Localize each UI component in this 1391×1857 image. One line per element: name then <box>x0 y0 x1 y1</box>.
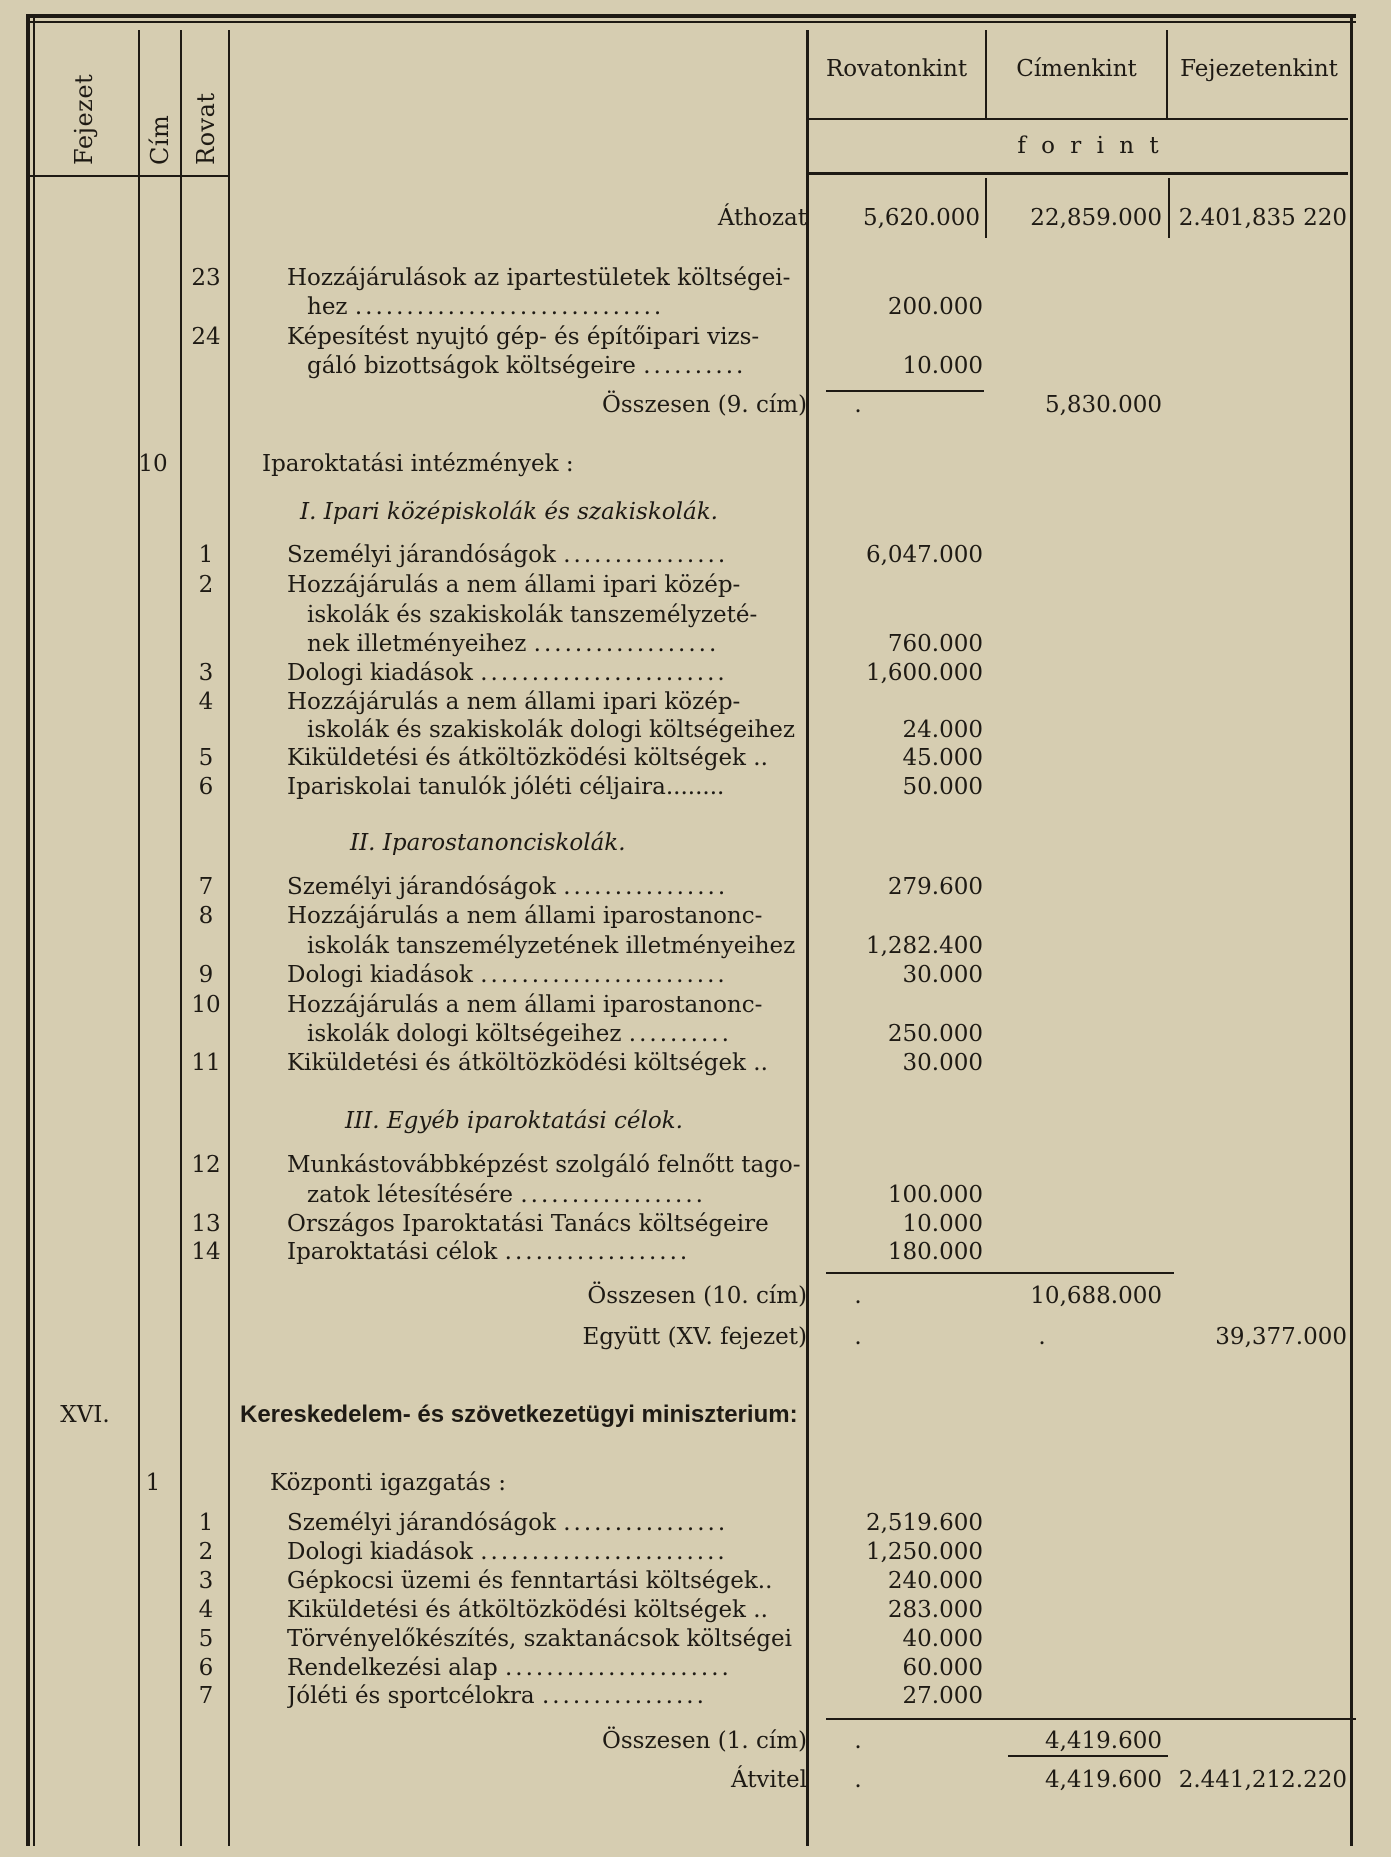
rovat-number: 4 <box>198 1597 214 1623</box>
amount: 30.000 <box>902 962 983 988</box>
rovat-number: 11 <box>191 1050 221 1076</box>
row-m5 <box>0 1624 1391 1654</box>
item-text: Országos Iparoktatási Tanács költségeire <box>287 1211 769 1237</box>
amount: 180.000 <box>887 1239 983 1265</box>
amount: 50.000 <box>902 774 983 800</box>
item-text: Kiküldetési és átköltözködési költségek .. <box>287 1597 768 1623</box>
amount: 2,519.600 <box>865 1510 983 1536</box>
row-j8a <box>0 901 1391 931</box>
rovat-number: 5 <box>198 745 214 771</box>
row-j10a <box>0 990 1391 1020</box>
item-text: Törvényelőkészítés, szaktanácsok költségei <box>287 1626 792 1652</box>
item-label: zatok létesítésére <box>307 1182 514 1208</box>
item-text: Gépkocsi üzemi és fenntartási költségek.. <box>287 1568 773 1594</box>
atvitel-row <box>0 1765 1391 1795</box>
cim-title: Iparoktatási intézmények : <box>262 451 574 477</box>
sum-label: Összesen (10. cím) <box>587 1283 807 1309</box>
rovat-number: 13 <box>191 1211 221 1237</box>
rovat-number: 14 <box>191 1239 221 1265</box>
rovat-number: 3 <box>198 1568 214 1594</box>
rovat-number: 2 <box>198 1539 214 1565</box>
rovat-number: 1 <box>198 542 214 568</box>
sum1-row <box>0 1726 1391 1756</box>
amount: 760.000 <box>887 631 983 657</box>
leader-dots: ........................ <box>480 1539 728 1565</box>
rovat-number: 3 <box>198 660 214 686</box>
cim1-row <box>0 1468 1391 1498</box>
athozat-row <box>0 203 1391 233</box>
row-m7 <box>0 1681 1391 1711</box>
cim-total: 10,688.000 <box>1030 1283 1162 1309</box>
leader-dots: .................. <box>533 631 720 657</box>
athozat-fejezetenkint: 2.401,835 220 <box>1178 205 1347 231</box>
rovat-number: 9 <box>198 962 214 988</box>
section-II <box>0 828 1391 858</box>
amount: 100.000 <box>887 1182 983 1208</box>
item-text <box>287 1237 807 1267</box>
item-text <box>287 1537 807 1567</box>
sum10-rule <box>826 1272 1174 1274</box>
row-i1 <box>0 540 1391 570</box>
item-text <box>287 960 807 990</box>
item-text <box>307 1019 807 1049</box>
amount: 240.000 <box>887 1568 983 1594</box>
sum-label: Összesen (1. cím) <box>602 1728 807 1754</box>
leader-dots: ...................... <box>505 1655 732 1681</box>
item-text: Kiküldetési és átköltözködési költségek .. <box>287 745 768 771</box>
amount: 1,600.000 <box>865 660 983 686</box>
rovat-number: 4 <box>198 689 214 715</box>
section-III <box>0 1106 1391 1136</box>
atvitel-fejezetenkint: 2.441,212.220 <box>1178 1767 1347 1793</box>
leader-dots: .................. <box>504 1239 691 1265</box>
amount: 27.000 <box>902 1683 983 1709</box>
item-label: hez <box>307 294 348 320</box>
row-k14 <box>0 1237 1391 1267</box>
row-23a <box>0 263 1391 293</box>
egyutt-row <box>0 1322 1391 1352</box>
atvitel-label: Átvitel <box>730 1767 807 1793</box>
leader-dots: ................ <box>563 874 729 900</box>
row-k12a <box>0 1150 1391 1180</box>
item-text <box>287 658 807 688</box>
item-text: Képesítést nyujtó gép- és építőipari vizs- <box>287 324 760 350</box>
amount: 10.000 <box>902 1211 983 1237</box>
amount: 6,047.000 <box>865 542 983 568</box>
item-text <box>287 1653 807 1683</box>
empty-dot: . <box>854 392 862 418</box>
amount: 250.000 <box>887 1021 983 1047</box>
item-text <box>287 1508 807 1538</box>
leader-dots: .......... <box>643 353 747 379</box>
item-label: Rendelkezési alap <box>287 1655 498 1681</box>
leader-dots: ................ <box>563 542 729 568</box>
chapter-total-label: Együtt (XV. fejezet) <box>582 1324 807 1350</box>
row-m2 <box>0 1537 1391 1567</box>
row-j7 <box>0 872 1391 902</box>
athozat-label: Áthozat <box>717 205 807 231</box>
amount: 1,250.000 <box>865 1539 983 1565</box>
row-23b <box>0 292 1391 322</box>
header-unit-rule <box>808 118 1348 120</box>
amount: 200.000 <box>887 294 983 320</box>
rovat-number: 7 <box>198 874 214 900</box>
sum9-row <box>0 390 1391 420</box>
item-text <box>307 292 807 322</box>
row-24b <box>0 351 1391 381</box>
rovat-number: 5 <box>198 1626 214 1652</box>
row-i2b <box>0 600 1391 630</box>
item-text <box>307 629 807 659</box>
rovat-number: 10 <box>191 992 221 1018</box>
rovat-number: 1 <box>198 1510 214 1536</box>
section-heading: II. Iparostanonciskolák. <box>350 830 626 856</box>
item-text <box>287 1681 807 1711</box>
item-text: Hozzájárulás a nem állami iparostanonc- <box>287 903 763 929</box>
item-text: Ipariskolai tanulók jóléti céljaira........ <box>287 774 725 800</box>
row-m4 <box>0 1595 1391 1625</box>
cim-number: 1 <box>145 1470 161 1496</box>
item-text: Kiküldetési és átköltözködési költségek .. <box>287 1050 768 1076</box>
rovat-number: 6 <box>198 1655 214 1681</box>
section-heading: III. Egyéb iparoktatási célok. <box>345 1108 683 1134</box>
item-text <box>307 1180 807 1210</box>
row-j11 <box>0 1048 1391 1078</box>
row-j8b <box>0 931 1391 961</box>
sum-label: Összesen (9. cím) <box>602 392 807 418</box>
header-cim: Cím <box>146 114 174 165</box>
item-label: Személyi járandóságok <box>287 1510 556 1536</box>
sum1-rule <box>826 1718 1356 1720</box>
amount: 279.600 <box>887 874 983 900</box>
leader-dots: ................ <box>541 1683 707 1709</box>
amount: 40.000 <box>902 1626 983 1652</box>
row-24a <box>0 322 1391 352</box>
chapter-total: 39,377.000 <box>1215 1324 1347 1350</box>
row-m6 <box>0 1653 1391 1683</box>
empty-dot: . <box>854 1283 862 1309</box>
item-label: Személyi járandóságok <box>287 542 556 568</box>
leader-dots: ................ <box>563 1510 729 1536</box>
item-text: Hozzájárulás a nem állami ipari közép- <box>287 689 741 715</box>
item-label: gáló bizottságok költségeire <box>307 353 636 379</box>
item-text <box>287 872 807 902</box>
item-text: Munkástovábbképzést szolgáló felnőtt tago- <box>287 1152 801 1178</box>
header-unit: f o r i n t <box>1017 133 1163 159</box>
empty-dot: . <box>1038 1324 1046 1350</box>
row-k12b <box>0 1180 1391 1210</box>
cim10-row <box>0 449 1391 479</box>
sum10-row <box>0 1281 1391 1311</box>
item-text <box>307 351 807 381</box>
atvitel-cimenkint: 4,419.600 <box>1044 1767 1162 1793</box>
item-text: Hozzájárulás a nem állami iparostanonc- <box>287 992 763 1018</box>
item-text: iskolák és szakiskolák tanszemélyzeté- <box>307 602 758 628</box>
amount: 24.000 <box>902 717 983 743</box>
cim-number: 10 <box>138 451 168 477</box>
row-m3 <box>0 1566 1391 1596</box>
amount: 1,282.400 <box>865 933 983 959</box>
rovat-number: 24 <box>191 324 221 350</box>
rovat-number: 2 <box>198 572 214 598</box>
amount: 60.000 <box>902 1655 983 1681</box>
header-bottom-rule <box>808 172 1348 175</box>
item-label: Dologi kiadások <box>287 660 473 686</box>
amount: 10.000 <box>902 353 983 379</box>
header-left-rule <box>30 175 228 177</box>
item-text <box>287 540 807 570</box>
header-fejezetenkint: Fejezetenkint <box>1180 56 1338 82</box>
row-j9 <box>0 960 1391 990</box>
rovat-number: 6 <box>198 774 214 800</box>
leader-dots: .................. <box>520 1182 706 1208</box>
row-i2a <box>0 570 1391 600</box>
header-cimenkint: Címenkint <box>1016 56 1137 82</box>
row-j10b <box>0 1019 1391 1049</box>
athozat-rovatonkint: 5,620.000 <box>862 205 980 231</box>
rovat-number: 7 <box>198 1683 214 1709</box>
row-i5 <box>0 743 1391 773</box>
leader-dots: ........................ <box>480 962 728 988</box>
row-i3 <box>0 658 1391 688</box>
cim-total: 5,830.000 <box>1044 392 1162 418</box>
leader-dots: .......... <box>628 1021 732 1047</box>
item-text: Hozzájárulások az ipartestületek költségei- <box>287 265 791 291</box>
row-i2c <box>0 629 1391 659</box>
item-label: Jóléti és sportcélokra <box>287 1683 535 1709</box>
rovat-number: 8 <box>198 903 214 929</box>
item-label: nek illetményeihez <box>307 631 527 657</box>
frame-top <box>26 14 1356 18</box>
empty-dot: . <box>854 1324 862 1350</box>
section-heading: I. Ipari középiskolák és szakiskolák. <box>300 499 718 525</box>
empty-dot: . <box>854 1767 862 1793</box>
item-text: iskolák tanszemélyzetének illetményeihez <box>307 933 796 959</box>
chapter-xvi-row <box>0 1400 1391 1430</box>
header-rovatonkint: Rovatonkint <box>825 56 968 82</box>
row-i6 <box>0 772 1391 802</box>
item-label: Iparoktatási célok <box>287 1239 498 1265</box>
rovat-number: 12 <box>191 1152 221 1178</box>
cim-title: Központi igazgatás : <box>270 1470 506 1496</box>
empty-dot: . <box>854 1728 862 1754</box>
row-k13 <box>0 1209 1391 1239</box>
amount: 45.000 <box>902 745 983 771</box>
amount: 30.000 <box>902 1050 983 1076</box>
rovat-number: 23 <box>191 265 221 291</box>
cim-total: 4,419.600 <box>1044 1728 1162 1754</box>
row-i4a <box>0 687 1391 717</box>
item-label: Dologi kiadások <box>287 962 473 988</box>
item-label: iskolák dologi költségeihez <box>307 1021 622 1047</box>
header-rovat: Rovat <box>192 92 220 165</box>
amount: 283.000 <box>887 1597 983 1623</box>
item-label: Dologi kiadások <box>287 1539 473 1565</box>
row-i4b <box>0 715 1391 745</box>
row-m1 <box>0 1508 1391 1538</box>
item-text: Hozzájárulás a nem állami ipari közép- <box>287 572 741 598</box>
header-fejezet: Fejezet <box>70 73 98 165</box>
ministry-title: Kereskedelem- és szövetkezetügyi miniszterium: <box>240 1401 798 1428</box>
athozat-cimenkint: 22,859.000 <box>1030 205 1162 231</box>
leader-dots: ........................ <box>480 660 728 686</box>
item-text: iskolák és szakiskolák dologi költségeihez <box>307 717 796 743</box>
item-label: Személyi járandóságok <box>287 874 556 900</box>
section-I <box>0 497 1391 527</box>
leader-dots: .............................. <box>354 294 665 320</box>
frame-top-inner <box>26 21 1356 23</box>
fejezet-number: XVI. <box>60 1402 110 1428</box>
